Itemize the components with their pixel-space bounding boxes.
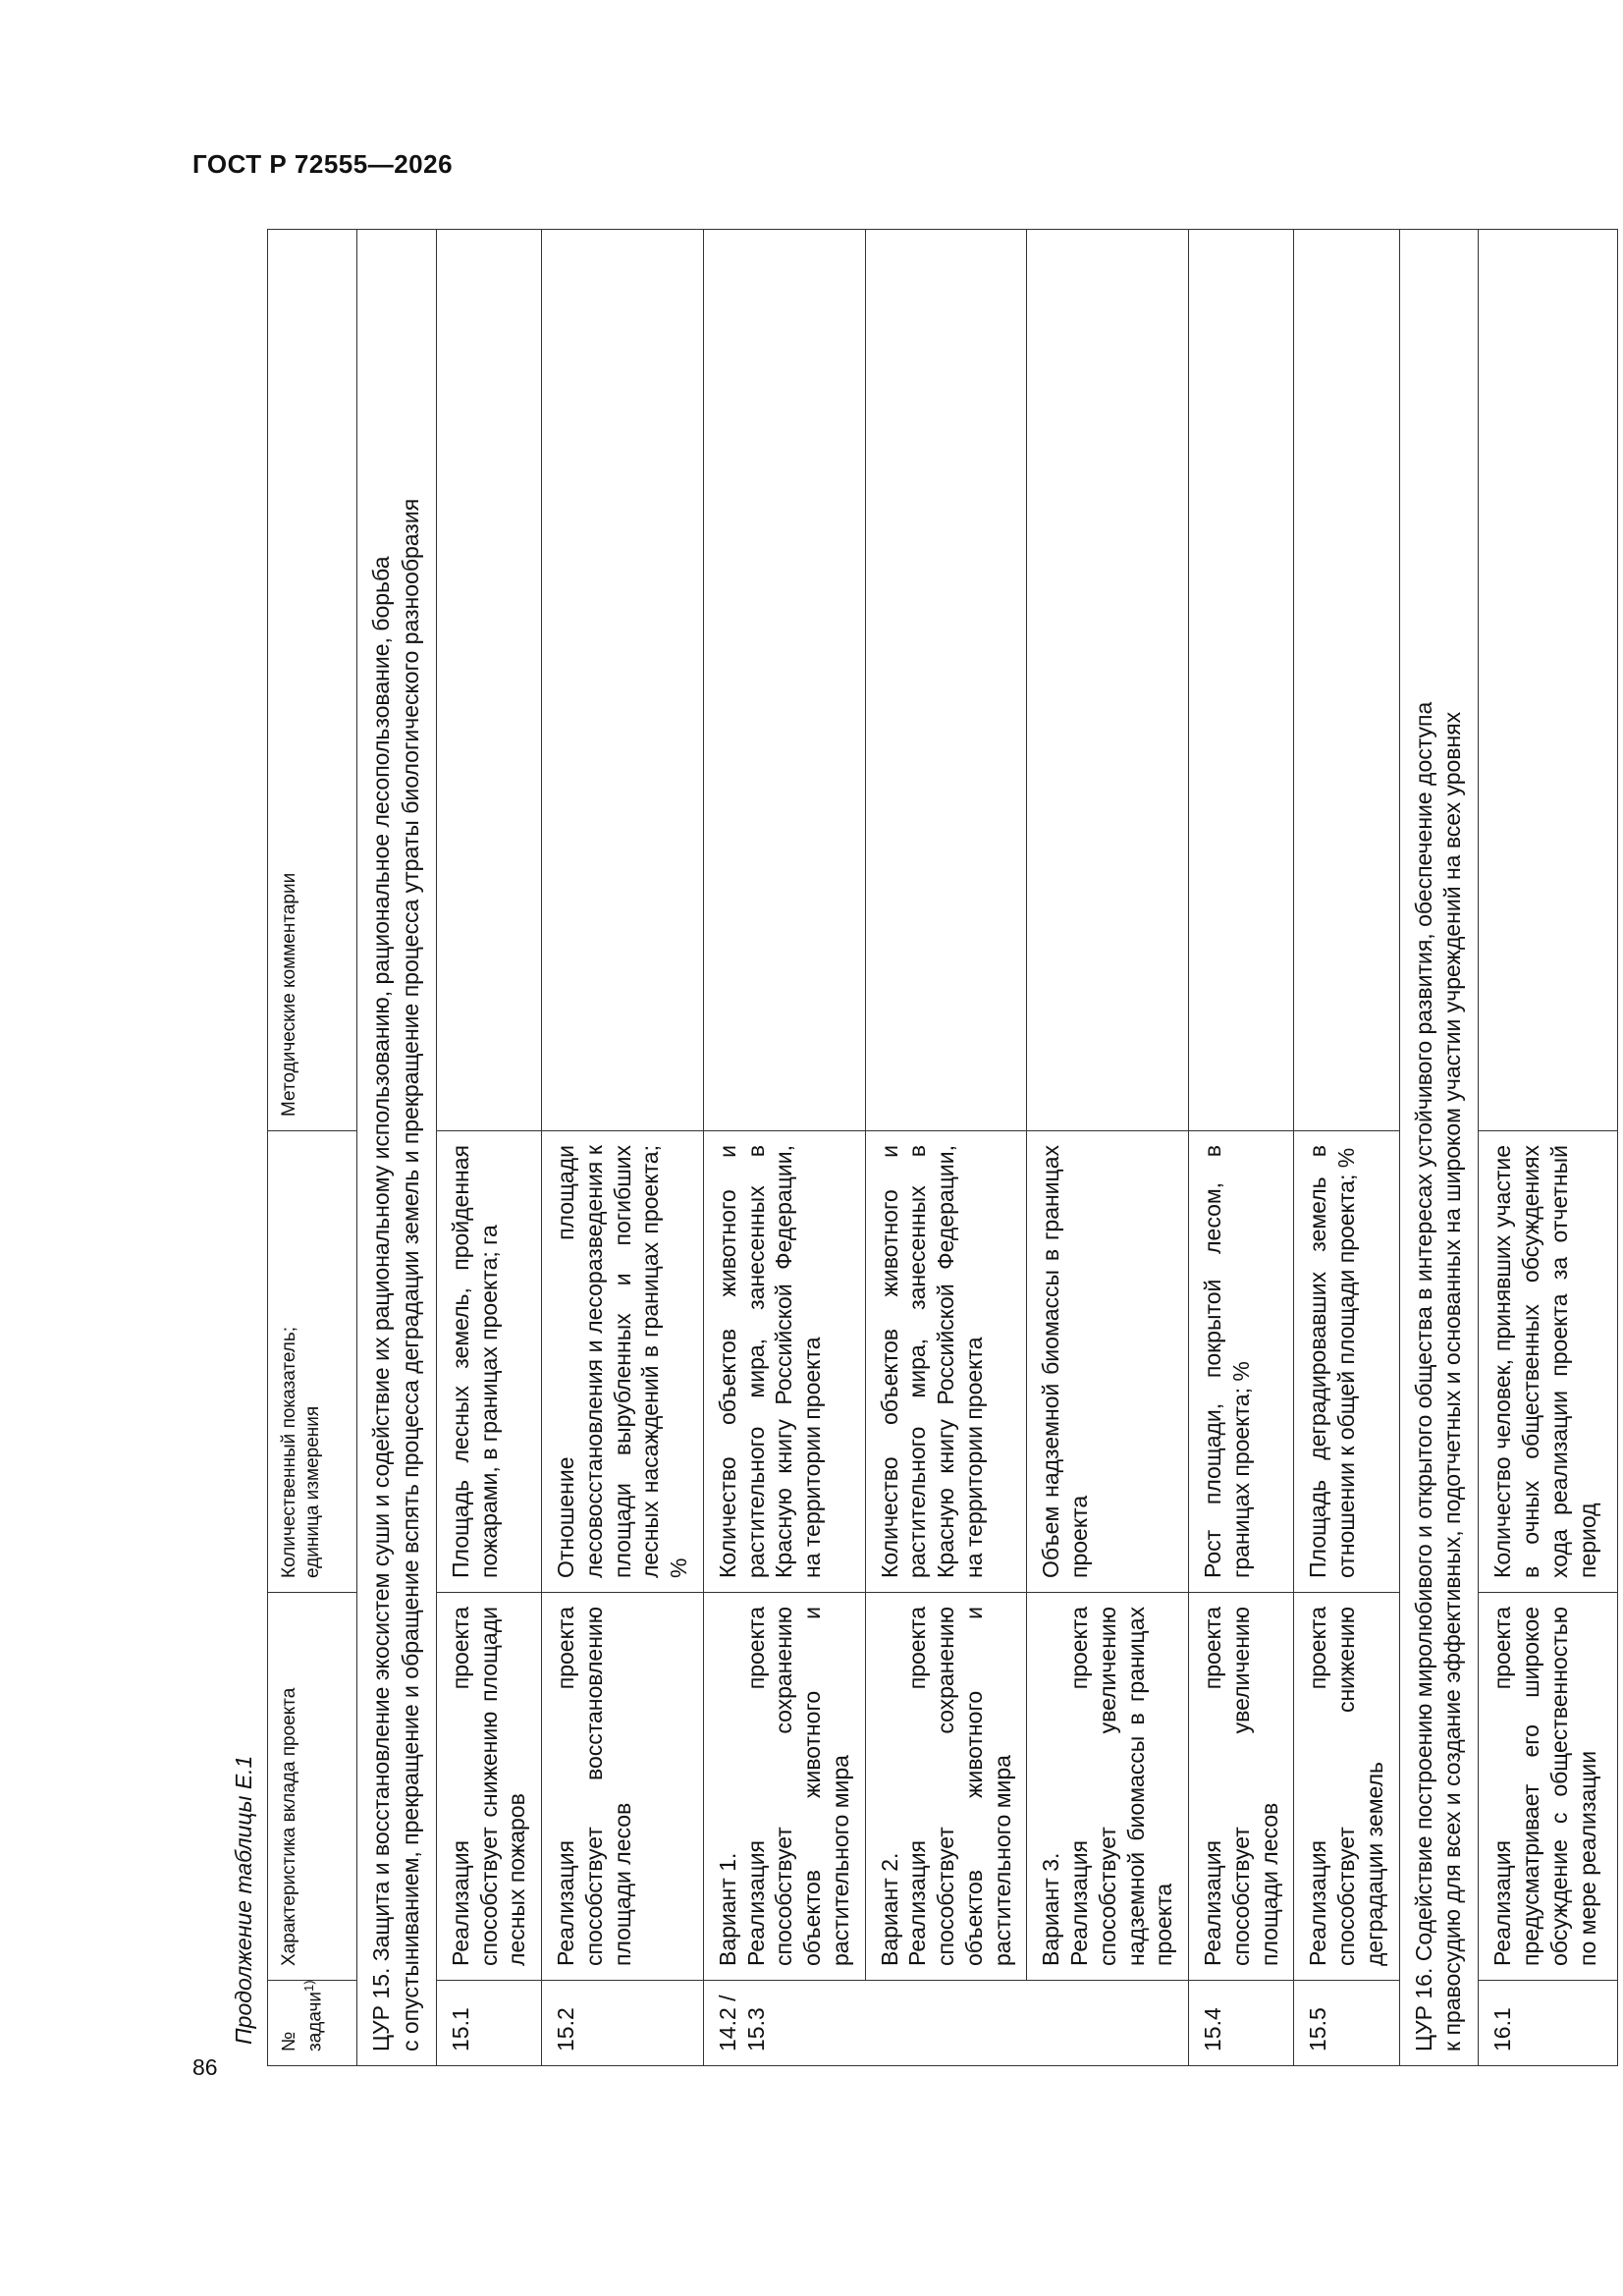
header-task-label: задачи — [304, 1991, 326, 2051]
variant-2-characteristic — [865, 1593, 1027, 1981]
task-characteristic: Реализация проекта способствует увеличению площади лесов — [1189, 1593, 1294, 1981]
goal-16-text — [1399, 230, 1479, 2066]
header-comments: Методические комментарии — [268, 230, 357, 1131]
task-number — [703, 1981, 1188, 2066]
header-indicator-line2: единица измерения — [301, 1405, 323, 1578]
goal-16-row — [1399, 230, 1479, 2066]
header-characteristic: Характеристика вклада проекта — [268, 1593, 357, 1981]
header-indicator-line1: Количественный показатель; — [279, 1326, 299, 1578]
table-row — [436, 230, 541, 2066]
task-indicator: Количество человек, принявших участие в очных общественных обсуждениях хода реализации проекта за отчетный период — [1479, 1131, 1618, 1593]
task-number: 15.4 — [1189, 1981, 1294, 2066]
task-indicator: Площадь деградировавших земель в отношении к общей площади проекта; % — [1294, 1131, 1399, 1593]
variant-3-indicator: Объем надземной биомассы в границах проекта — [1027, 1131, 1189, 1593]
header-task-number — [268, 1981, 357, 2066]
task-characteristic: Реализация проекта способствует снижению деградации земель — [1294, 1593, 1399, 1981]
variant-1-indicator: Количество объектов животного и растительного мира, занесенных в Красную книгу Российской Федерации, на территории проекта — [703, 1131, 865, 1593]
table-row — [1027, 230, 1189, 2066]
table-row — [1294, 230, 1399, 2066]
variant-3-text: Реализация проекта способствует увеличению надземной биомассы в границах проекта — [1066, 1607, 1177, 1966]
goal-16-line2: к правосудию для всех и создание эффективных, подотчетных и основанных на широком участии учреждений на всех уровнях — [1439, 711, 1466, 2051]
task-indicator: Рост площади, покрытой лесом, в границах проекта; % — [1189, 1131, 1294, 1593]
variant-3-label: Вариант 3. — [1038, 1852, 1064, 1966]
table-row — [703, 230, 865, 2066]
goal-15-line2: с опустыниванием, прекращение и обращение вспять процесса деградации земель и прекращение процесса утраты биологического разнообразия — [397, 498, 423, 2051]
task-number-line2: 15.3 — [742, 2007, 769, 2051]
variant-1-label: Вариант 1. — [714, 1852, 740, 1966]
continuation-label: Продолжение таблицы Е.1 — [231, 1755, 256, 2045]
goal-15-row — [357, 230, 437, 2066]
goal-15-text — [357, 230, 437, 2066]
task-comments — [1027, 230, 1189, 1131]
task-characteristic: Реализация проекта способствует восстановлению площади лесов — [542, 1593, 704, 1981]
task-indicator: Площадь лесных земель, пройденная пожарами, в границах проекта; га — [436, 1131, 541, 1593]
indicators-table — [267, 229, 1618, 2066]
task-comments — [703, 230, 865, 1131]
variant-2-text: Реализация проекта способствует сохранению объектов животного и растительного мира — [904, 1607, 1015, 1966]
variant-1-text: Реализация проекта способствует сохранению объектов животного и растительного мира — [742, 1607, 853, 1966]
variant-1-characteristic — [703, 1593, 865, 1981]
task-comments — [436, 230, 541, 1131]
task-number: 15.1 — [436, 1981, 541, 2066]
variant-2-label: Вариант 2. — [876, 1852, 902, 1966]
header-footnote-mark: 1) — [300, 1980, 316, 1992]
variant-3-characteristic — [1027, 1593, 1189, 1981]
variant-2-indicator: Количество объектов животного и растительного мира, занесенных в Красную книгу Российской Федерации, на территории проекта — [865, 1131, 1027, 1593]
table-row — [1479, 230, 1618, 2066]
table-row — [542, 230, 704, 2066]
goal-16-line1: ЦУР 16. Содействие построению миролюбивого и открытого общества в интересах устойчивого развития, обеспечение доступа — [1410, 701, 1436, 2051]
task-indicator: Отношение площади лесовосстановления и лесоразведения к площади вырубленных и погибших лесных насаждений в границах проекта; % — [542, 1131, 704, 1593]
document-code: ГОСТ Р 72555—2026 — [192, 149, 454, 179]
table-header-row — [268, 230, 357, 2066]
task-comments — [865, 230, 1027, 1131]
table-row — [865, 230, 1027, 2066]
task-characteristic: Реализация проекта предусматривает его широкое обсуждение с общественностью по мере реализации — [1479, 1593, 1618, 1981]
task-comments — [542, 230, 704, 1131]
task-comments — [1294, 230, 1399, 1131]
task-comments — [1189, 230, 1294, 1131]
table-row — [1189, 230, 1294, 2066]
header-number-sign: № — [279, 2031, 299, 2051]
goal-15-line1: ЦУР 15. Защита и восстановление экосистем суши и содействие их рациональному использованию, рациональное лесопользование, борьба — [368, 556, 394, 2051]
task-comments — [1479, 230, 1618, 1131]
task-number: 16.1 — [1479, 1981, 1618, 2066]
page-number: 86 — [192, 2054, 218, 2080]
task-number: 15.2 — [542, 1981, 704, 2066]
task-number: 15.5 — [1294, 1981, 1399, 2066]
header-indicator — [268, 1131, 357, 1593]
rotated-table-area — [231, 220, 1600, 2066]
task-number-line1: 14.2 / — [714, 1995, 740, 2051]
task-characteristic: Реализация проекта способствует снижению площади лесных пожаров — [436, 1593, 541, 1981]
